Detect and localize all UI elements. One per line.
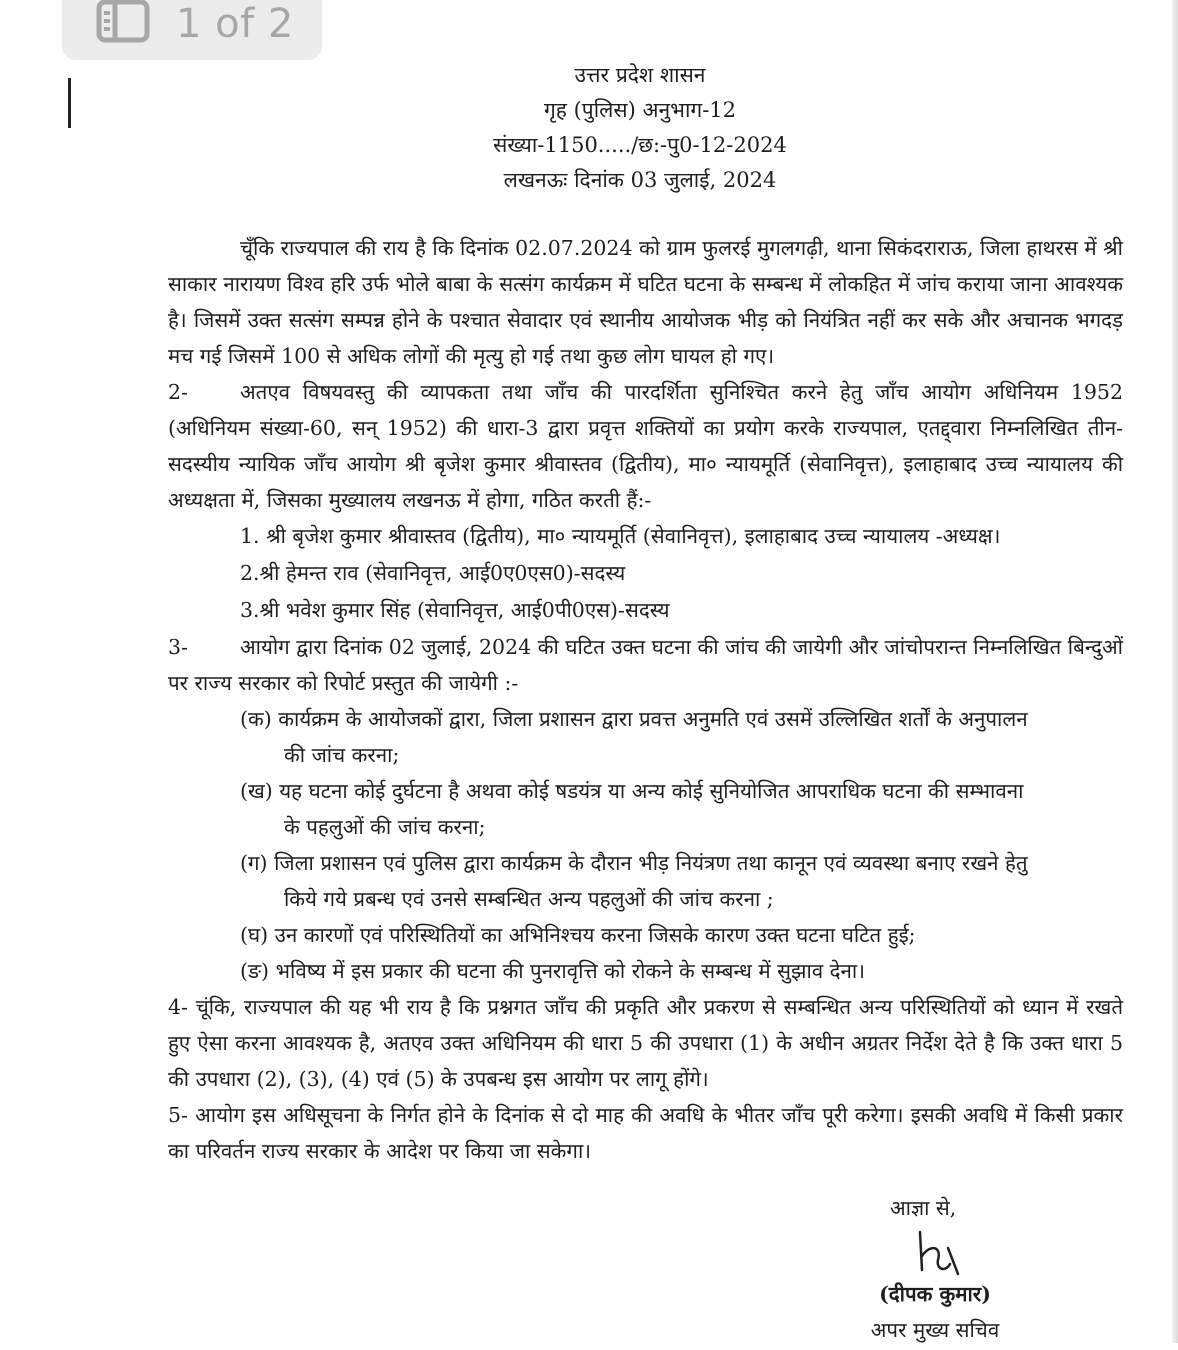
signatory-designation: अपर मुख्य सचिव [870,1318,1000,1342]
paragraph-5: 5- आयोग इस अधिसूचना के निर्गत होने के दिनांक से दो माह की अवधि के भीतर जाँच पूरी करेगा। इसकी अवधि में किसी प्रकार का परिवर्तन राज्य सरकार के आदेश पर किया जा सकेगा। [168,1103,1123,1163]
inquiry-point [168,845,1123,917]
inquiry-point [168,917,1123,953]
paragraph-4: 4- चूंकि, राज्यपाल की यह भी राय है कि प्रश्नगत जाँच की प्रकृति और प्रकरण से सम्बन्धित अन्य परिस्थितियों को ध्यान में रखते हुए ऐसा करना आवश्यक है, अतएव उक्त अधिनियम की धारा 5 की उपधारा (1) के अधीन अग्रतर निर्देश देते है कि उक्त धारा 5 की उपधारा (2), (3), (4) एवं (5) के उपबन्ध इस आयोग पर लागू होंगे। [168,995,1123,1091]
page-edge [1172,0,1178,1343]
inquiry-point-label: (ङ) [240,959,270,983]
signature-block [850,1190,1020,1350]
signatory-name: (दीपक कुमार) [879,1282,991,1306]
header-government: उत्तर प्रदेश शासन [574,63,706,87]
commission-member: 1. श्री बृजेश कुमार श्रीवास्तव (द्वितीय), मा० न्यायमूर्ति (सेवानिवृत्त), इलाहाबाद उच्च न्यायालय -अध्यक्ष। [240,524,1001,548]
inquiry-point-text: जिला प्रशासन एवं पुलिस द्वारा कार्यक्रम के दौरान भीड़ नियंत्रण तथा कानून एवं व्यवस्था बनाए रखने हेतु [274,851,1028,875]
margin-mark [68,78,71,128]
inquiry-point-label: (ग) [240,851,268,875]
pages-icon [96,0,150,43]
inquiry-point-text-cont: की जांच करना; [284,743,400,767]
page-counter-label: 1 of 2 [176,1,294,47]
commission-member: 2.श्री हेमन्त राव (सेवानिवृत्त, आई0ए0एस0)-सदस्य [240,561,626,585]
paragraph-2-number: 2- [168,380,188,404]
inquiry-point [168,953,1123,989]
inquiry-point-label: (ख) [240,779,273,803]
paragraph-1: चूँकि राज्यपाल की राय है कि दिनांक 02.07.2024 को ग्राम फुलरई मुगलगढ़ी, थाना सिकंदराराऊ, जिला हाथरस में श्री साकार नारायण विश्व हरि उर्फ भोले बाबा के सत्संग कार्यक्रम में घटित घटना के सम्बन्ध में लोकहित में जांच कराया जाना आवश्यक है। जिसमें उक्त सत्संग सम्पन्न होने के पश्चात सेवादार एवं स्थानीय आयोजक भीड़ को नियंत्रित नहीं कर सके और अचानक भगदड़ मच गई जिसमें 100 से अधिक लोगों की मृत्यु हो गई तथा कुछ लोग घायल हो गए। [168,236,1123,368]
header-date: लखनऊः दिनांक 03 जुलाई, 2024 [503,168,777,192]
header-reference-number: संख्या-1150...../छ:-पु0-12-2024 [493,133,787,157]
paragraph-3-text: आयोग द्वारा दिनांक 02 जुलाई, 2024 की घटित उक्त घटना की जांच की जायेगी और जांचोपरान्त निम्नलिखित बिन्दुओं पर राज्य सरकार को रिपोर्ट प्रस्तुत की जायेगी :- [168,635,1123,695]
paragraph-2 [168,374,1123,518]
paragraph-2-text: अतएव विषयवस्तु की व्यापकता तथा जाँच की पारदर्शिता सुनिश्चित करने हेतु जाँच आयोग अधिनियम 1952 (अधिनियम संख्या-60, सन् 1952) की धारा-3 द्वारा प्रवृत्त शक्तियों का प्रयोग करके राज्यपाल, एतद्द्वारा निम्नलिखित तीन-सदस्यीय न्यायिक जाँच आयोग श्री बृजेश कुमार श्रीवास्तव (द्वितीय), मा० न्यायमूर्ति (सेवानिवृत्त), इलाहाबाद उच्च न्यायालय की अध्यक्षता में, जिसका मुख्यालय लखनऊ में होगा, गठित करती हैं:- [168,380,1124,512]
inquiry-point-text: यह घटना कोई दुर्घटना है अथवा कोई षडयंत्र या अन्य कोई सुनियोजित आपराधिक घटना की सम्भावना [279,779,1024,803]
inquiry-point-text: भविष्य में इस प्रकार की घटना की पुनरावृत्ति को रोकने के सम्बन्ध में सुझाव देना। [275,959,866,983]
inquiry-point-text-cont: के पहलुओं की जांच करना; [284,815,486,839]
order-line: आज्ञा से, [890,1196,957,1220]
inquiry-point-text: उन कारणों एवं परिस्थितियों का अभिनिश्चय करना जिसके कारण उक्त घटना घटित हुई; [274,923,916,947]
document-header [430,58,850,198]
document-body [168,230,1123,1169]
inquiry-point-label: (क) [240,707,272,731]
header-department: गृह (पुलिस) अनुभाग-12 [543,98,737,122]
paragraph-3 [168,629,1123,701]
inquiry-point-text: कार्यक्रम के आयोजकों द्वारा, जिला प्रशासन द्वारा प्रवत्त अनुमति एवं उसमें उल्लिखित शर्तों के अनुपालन [278,707,1028,731]
commission-member: 3.श्री भवेश कुमार सिंह (सेवानिवृत्त, आई0पी0एस)-सदस्य [240,598,670,622]
inquiry-point [168,701,1123,773]
paragraph-3-number: 3- [168,635,188,659]
inquiry-point-label: (घ) [240,923,269,947]
signature-scribble [850,1226,1020,1278]
page-counter[interactable] [62,0,322,60]
inquiry-point-text-cont: किये गये प्रबन्ध एवं उनसे सम्बन्धित अन्य पहलुओं की जांच करना ; [284,887,774,911]
inquiry-point [168,773,1123,845]
